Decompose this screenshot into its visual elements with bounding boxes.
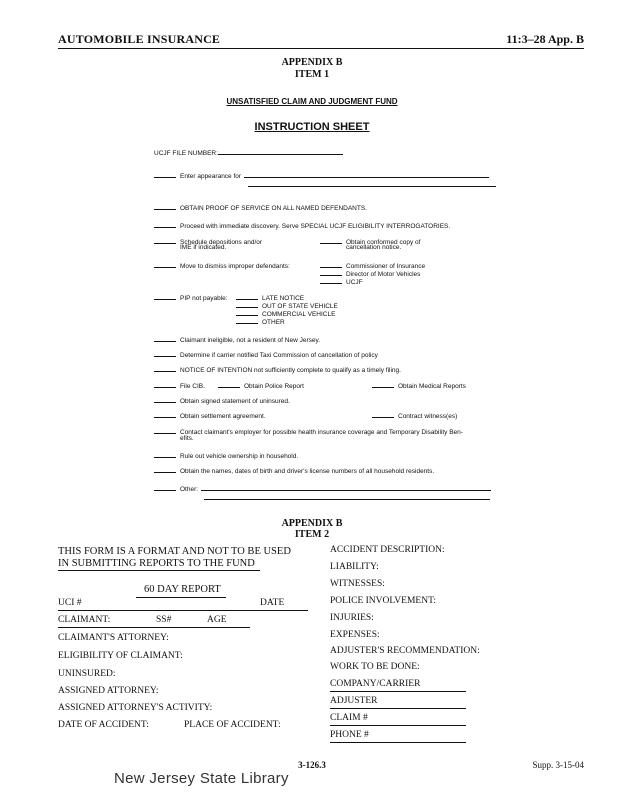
checkbox-line bbox=[154, 171, 176, 178]
checkbox-line bbox=[218, 381, 240, 388]
commercial-label: COMMERCIAL VEHICLE bbox=[262, 311, 336, 318]
assigned-activity-label: ASSIGNED ATTORNEY'S ACTIVITY: bbox=[58, 703, 213, 713]
other-option-label: OTHER bbox=[262, 319, 285, 326]
enter-appearance-label: Enter appearance for bbox=[180, 173, 242, 180]
other-label: Other: bbox=[180, 486, 199, 493]
contact-employer-label-2: efits. bbox=[180, 435, 194, 442]
pip-row bbox=[154, 293, 228, 302]
checkbox-line bbox=[154, 381, 176, 388]
file-number-line bbox=[218, 147, 343, 155]
checkbox-line bbox=[154, 451, 176, 458]
age-label: AGE bbox=[207, 615, 227, 625]
uci-line bbox=[58, 610, 308, 611]
checkbox-line bbox=[154, 237, 176, 244]
ucjf-label: UCJF bbox=[346, 279, 363, 286]
checkbox-line bbox=[236, 309, 258, 316]
checkbox-line bbox=[236, 301, 258, 308]
format-notice-underline bbox=[58, 570, 260, 571]
settlement-row bbox=[154, 411, 266, 420]
checkbox-line bbox=[372, 411, 394, 418]
proceed-label: Proceed with immediate discovery. Serve SPECIAL UCJF ELIGIBILITY INTERROGATORIES. bbox=[180, 223, 451, 230]
checkbox-line bbox=[154, 411, 176, 418]
late-notice-label: LATE NOTICE bbox=[262, 295, 305, 302]
fund-title: UNSATISFIED CLAIM AND JUDGMENT FUND bbox=[226, 97, 398, 106]
running-header-right: 11:3–28 App. B bbox=[506, 32, 584, 46]
checkbox-line bbox=[154, 293, 176, 300]
other-line bbox=[201, 483, 491, 491]
pip-label: PIP not payable: bbox=[180, 295, 228, 302]
medical-reports-label: Obtain Medical Reports bbox=[398, 383, 466, 390]
other-line-2 bbox=[204, 499, 490, 500]
checkbox-line bbox=[154, 261, 176, 268]
report-title: 60 DAY REPORT bbox=[144, 584, 221, 595]
contract-witness-row bbox=[372, 411, 457, 420]
medical-reports-row bbox=[372, 381, 466, 390]
claimant-line bbox=[58, 627, 250, 628]
appearance-line-2 bbox=[248, 186, 496, 187]
appearance-line bbox=[244, 170, 489, 178]
checkbox-line bbox=[154, 484, 176, 491]
date-of-accident-label: DATE OF ACCIDENT: bbox=[58, 720, 149, 730]
format-notice-line-1: THIS FORM IS A FORMAT AND NOT TO BE USED bbox=[58, 546, 291, 557]
ineligible-row bbox=[154, 335, 320, 344]
checkbox-line bbox=[372, 381, 394, 388]
ineligible-label: Claimant ineligible, not a resident of New Jersey. bbox=[180, 337, 321, 344]
file-cib-label: File CIB. bbox=[180, 383, 205, 390]
ucjf-row bbox=[320, 277, 363, 286]
adjuster-line bbox=[330, 708, 466, 709]
work-to-be-done-label: WORK TO BE DONE: bbox=[330, 662, 420, 672]
claim-line bbox=[330, 725, 466, 726]
company-carrier-label: COMPANY/CARRIER bbox=[330, 679, 421, 689]
uninsured-label: UNINSURED: bbox=[58, 669, 116, 679]
item2-item-title: ITEM 2 bbox=[294, 529, 330, 540]
checkbox-line bbox=[154, 427, 176, 434]
taxi-row bbox=[154, 350, 378, 359]
director-label: Director of Motor Vehicles bbox=[346, 271, 421, 278]
running-header-left: AUTOMOBILE INSURANCE bbox=[58, 32, 221, 46]
signed-statement-row bbox=[154, 396, 290, 405]
rule-out-label: Rule out vehicle ownership in household. bbox=[180, 453, 299, 460]
proceed-row bbox=[154, 221, 450, 230]
uci-label: UCI # bbox=[58, 598, 82, 608]
eligibility-label: ELIGIBILITY OF CLAIMANT: bbox=[58, 651, 183, 661]
contact-employer-row bbox=[154, 427, 463, 436]
expenses-label: EXPENSES: bbox=[330, 630, 380, 640]
assigned-attorney-label: ASSIGNED ATTORNEY: bbox=[58, 686, 159, 696]
supplement-date: Supp. 3-15-04 bbox=[532, 760, 584, 770]
out-of-state-label: OUT OF STATE VEHICLE bbox=[262, 303, 338, 310]
obtain-names-label: Obtain the names, dates of birth and driver's license numbers of all household residents. bbox=[180, 468, 435, 475]
checkbox-line bbox=[154, 203, 176, 210]
obtain-names-row bbox=[154, 466, 434, 475]
checkbox-line bbox=[320, 237, 342, 244]
checkbox-line bbox=[154, 365, 176, 372]
checkbox-line bbox=[154, 335, 176, 342]
place-of-accident-label: PLACE OF ACCIDENT: bbox=[184, 720, 281, 730]
adjuster-label: ADJUSTER bbox=[330, 696, 378, 706]
liability-label: LIABILITY: bbox=[330, 562, 379, 572]
injuries-label: INJURIES: bbox=[330, 613, 374, 623]
settlement-label: Obtain settlement agreement. bbox=[180, 413, 266, 420]
format-notice-line-2: IN SUBMITTING REPORTS TO THE FUND bbox=[58, 558, 255, 569]
date-label: DATE bbox=[260, 598, 285, 608]
contract-witness-label: Contract witness(es) bbox=[398, 413, 458, 420]
page-number: 3-126.3 bbox=[298, 760, 326, 770]
checkbox-line bbox=[236, 317, 258, 324]
notice-intention-label: NOTICE OF INTENTION not sufficiently complete to qualify as a timely filing. bbox=[180, 367, 401, 374]
item1-appendix-title: APPENDIX B bbox=[281, 57, 343, 68]
signed-statement-label: Obtain signed statement of uninsured. bbox=[180, 398, 290, 405]
other-row bbox=[154, 483, 491, 493]
commissioner-label: Commissioner of Insurance bbox=[346, 263, 426, 270]
contact-employer-label: Contact claimant's employer for possible health insurance coverage and Temporary Disability Ben- bbox=[180, 429, 463, 436]
checkbox-line bbox=[154, 221, 176, 228]
move-dismiss-label: Move to dismiss improper defendants: bbox=[180, 263, 290, 270]
accident-description-label: ACCIDENT DESCRIPTION: bbox=[330, 545, 445, 555]
enter-appearance-row bbox=[154, 170, 489, 180]
witnesses-label: WITNESSES: bbox=[330, 579, 385, 589]
item1-item-title: ITEM 1 bbox=[294, 69, 330, 80]
checkbox-line bbox=[236, 293, 258, 300]
schedule-label: Schedule depositions and/or bbox=[180, 239, 263, 246]
checkbox-line bbox=[320, 261, 342, 268]
notice-intention-row bbox=[154, 365, 401, 374]
taxi-label: Determine if carrier notified Taxi Commission of cancellation of policy bbox=[180, 352, 378, 359]
police-involvement-label: POLICE INVOLVEMENT: bbox=[330, 596, 437, 606]
police-report-row bbox=[218, 381, 304, 390]
obtain-proof-label: OBTAIN PROOF OF SERVICE ON ALL NAMED DEFENDANTS. bbox=[180, 205, 367, 212]
checkbox-line bbox=[154, 396, 176, 403]
adjuster-recommendation-label: ADJUSTER'S RECOMMENDATION: bbox=[330, 646, 480, 656]
move-dismiss-row bbox=[154, 261, 290, 270]
file-number-label: UCJF FILE NUMBER: bbox=[154, 150, 218, 157]
instruction-sheet-title: INSTRUCTION SHEET bbox=[254, 121, 370, 133]
obtain-proof-row bbox=[154, 203, 367, 212]
checkbox-line bbox=[154, 466, 176, 473]
phone-label: PHONE # bbox=[330, 730, 369, 740]
report-title-underline bbox=[136, 597, 226, 598]
checkbox-line bbox=[320, 277, 342, 284]
library-stamp: New Jersey State Library bbox=[114, 770, 289, 787]
police-report-label: Obtain Police Report bbox=[244, 383, 304, 390]
file-number-row bbox=[154, 147, 343, 157]
obtain-copy-label: Obtain conformed copy of bbox=[346, 239, 421, 246]
ss-label: SS# bbox=[156, 615, 172, 625]
item2-appendix-title: APPENDIX B bbox=[281, 518, 343, 529]
claimants-attorney-label: CLAIMANT'S ATTORNEY: bbox=[58, 633, 169, 643]
claim-label: CLAIM # bbox=[330, 713, 368, 723]
checkbox-line bbox=[320, 269, 342, 276]
file-cib-row bbox=[154, 381, 205, 390]
other-option-row bbox=[236, 317, 285, 326]
company-carrier-line bbox=[330, 691, 466, 692]
checkbox-line bbox=[154, 350, 176, 357]
claimant-label: CLAIMANT: bbox=[58, 615, 111, 625]
schedule-label-2: IME if indicated. bbox=[180, 244, 227, 251]
phone-line bbox=[330, 742, 466, 743]
obtain-copy-label-2: cancellation notice. bbox=[346, 244, 402, 251]
header-rule bbox=[58, 48, 584, 49]
rule-out-row bbox=[154, 451, 298, 460]
